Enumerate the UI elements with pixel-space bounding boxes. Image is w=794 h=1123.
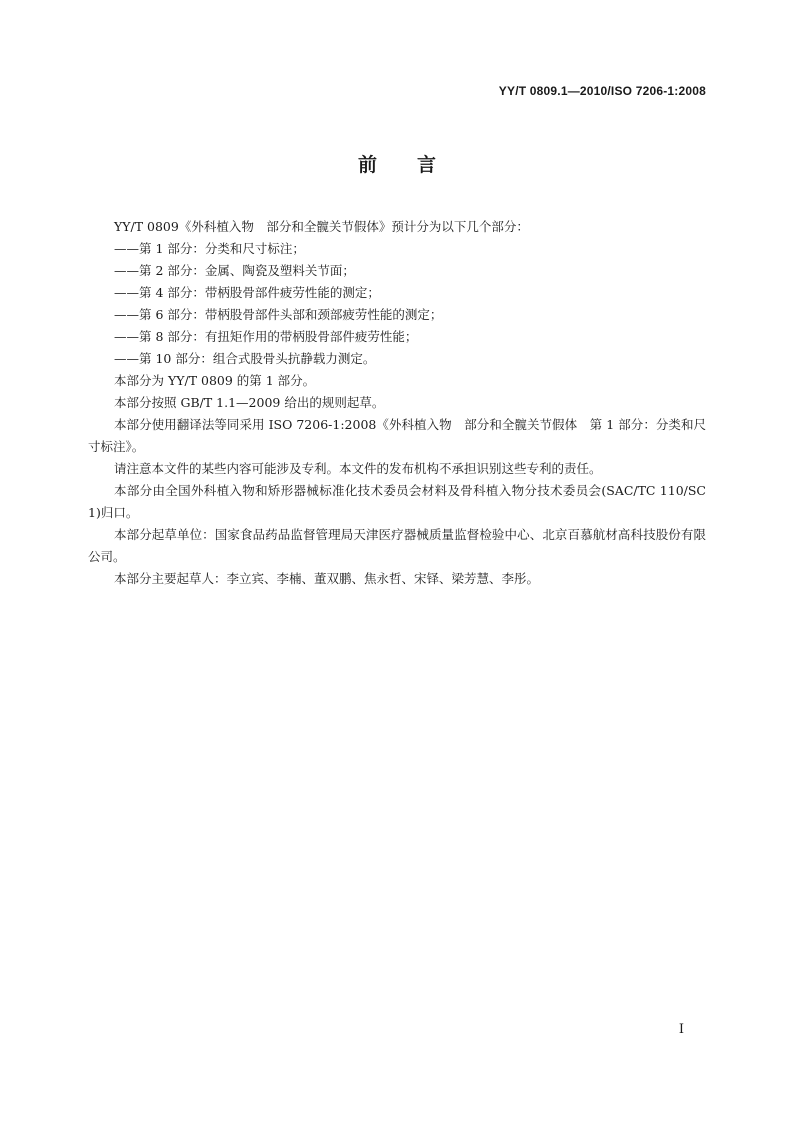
list-item-part-4: ——第 4 部分：带柄股骨部件疲劳性能的测定； xyxy=(114,285,380,300)
list-item-part-10: ——第 10 部分：组合式股骨头抗静载力测定。 xyxy=(114,351,376,366)
list-item-part-2: ——第 2 部分：金属、陶瓷及塑料关节面； xyxy=(114,263,355,278)
list-item-part-1: ——第 1 部分：分类和尺寸标注； xyxy=(114,241,305,256)
foreword-body xyxy=(88,216,706,590)
list-item-part-8: ——第 8 部分：有扭矩作用的带柄股骨部件疲劳性能； xyxy=(114,329,418,344)
standard-code: YY/T 0809.1—2010/ISO 7206-1:2008 xyxy=(498,84,706,98)
paragraph-translation: 本部分使用翻译法等同采用 ISO 7206-1:2008《外科植入物 部分和全髋关节假体 第 1 部分：分类和尺寸标注》。 xyxy=(88,417,706,454)
paragraph-this-part: 本部分为 YY/T 0809 的第 1 部分。 xyxy=(114,373,316,388)
paragraph-patent-notice: 请注意本文件的某些内容可能涉及专利。本文件的发布机构不承担识别这些专利的责任。 xyxy=(114,461,602,476)
paragraph-drafting-rules: 本部分按照 GB/T 1.1—2009 给出的规则起草。 xyxy=(114,395,385,410)
page-title: 前言 xyxy=(357,154,476,176)
paragraph-drafting-units: 本部分起草单位：国家食品药品监督管理局天津医疗器械质量监督检验中心、北京百慕航材高科技股份有限公司。 xyxy=(88,527,706,564)
paragraph-committee: 本部分由全国外科植入物和矫形器械标准化技术委员会材料及骨科植入物分技术委员会(SAC/TC 110/SC 1)归口。 xyxy=(88,483,706,520)
paragraph-drafters: 本部分主要起草人：李立宾、李楠、董双鹏、焦永哲、宋铎、梁芳慧、李彤。 xyxy=(114,571,540,586)
paragraph-parts-intro: YY/T 0809《外科植入物 部分和全髋关节假体》预计分为以下几个部分： xyxy=(114,219,529,234)
page-number: I xyxy=(678,1022,684,1037)
list-item-part-6: ——第 6 部分：带柄股骨部件头部和颈部疲劳性能的测定； xyxy=(114,307,443,322)
